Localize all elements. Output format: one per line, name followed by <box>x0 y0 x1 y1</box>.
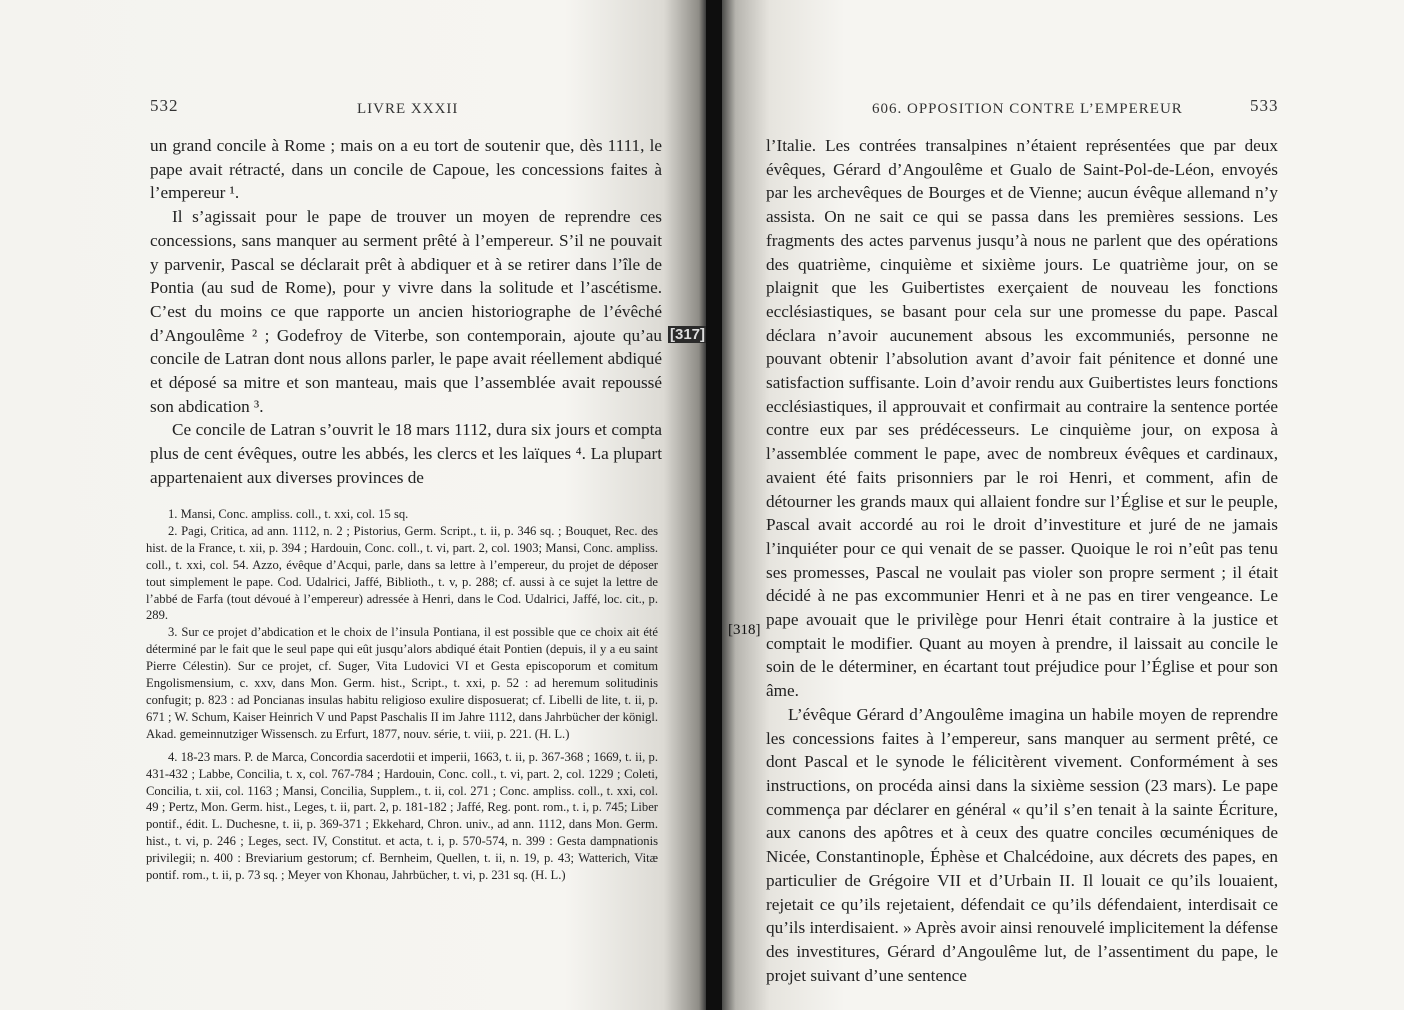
footnotes <box>146 506 658 884</box>
footnote: 3. Sur ce projet d’abdication et le choix de l’insula Pontiana, il est possible que ce choix ait été déterminé par le fait que le seul pape qui eût jusqu’alors abdiqué était Pontien (depuis, il y a eu saint Pierre Célestin). Sur ce projet, cf. Suger, Vita Ludovici VI et Gesta episcoporum et comitum Engolismensium, c. xxv, dans Mon. Germ. hist., Script., t. xxi, p. 52 : ad heremum solitudinis confugit; p. 823 : ad Poncianas insulas habitu religioso exulire disposuerat; cf. Libelli de lite, t. ii, p. 671 ; W. Schum, Kaiser Heinrich V und Papst Paschalis II im Jahre 1112, dans Jahrbücher der königl. Akad. gemeinnutziger Wissensch. zu Erfurt, 1877, nouv. série, t. viii, p. 221. (H. L.) <box>146 625 658 741</box>
margin-reference: [317] <box>670 326 706 343</box>
footnote: 4. 18-23 mars. P. de Marca, Concordia sacerdotii et imperii, 1663, t. ii, p. 367-368 ; 1669, t. ii, p. 431-432 ; Labbe, Concilia, t. x, col. 767-784 ; Hardouin, Conc. coll., t. vi, part. 2, col. 1229 ; Coleti, Concilia, t. xii, col. 1163 ; Mansi, Concilia, Supplem., t. ii, col. 271 ; Conc. ampliss. coll., t. xxi, col. 49 ; Pertz, Mon. Germ. hist., Leges, t. ii, part. 2, p. 181-182 ; Jaffé, Reg. pont. rom., t. i, p. 745; Liber pontif., édit. L. Duchesne, t. ii, p. 369-371 ; Ekkehard, Chron. univ., ad ann. 1112, dans Mon. Germ. hist., t. vi, p. 246 ; Leges, sect. IV, Constitut. et acta, t. i, p. 570-574, n. 399 : Gesta dampnationis privilegii; n. 400 : Breviarium gestorum; cf. Bernheim, Quellen, t. ii, n. 19, p. 43; Watterich, Vitæ pontif. rom., t. ii, p. 73 sq. ; Meyer von Khonau, Jahrbücher, t. vi, p. 231 sq. (H. L.) <box>146 749 658 883</box>
running-head: 606. OPPOSITION CONTRE L’EMPEREUR <box>872 101 1183 117</box>
main-text <box>766 134 1278 987</box>
right-page <box>722 0 1404 1010</box>
page-number: 532 <box>150 96 179 115</box>
footnote: 2. Pagi, Critica, ad ann. 1112, n. 2 ; Pistorius, Germ. Script., t. ii, p. 346 sq. ; Bouquet, Rec. des hist. de la France, t. xii, p. 394 ; Hardouin, Conc. coll., t. vi, part. 2, col. 1903; Mansi, Conc. ampliss. coll., t. xxi, col. 54. Azzo, évêque d’Acqui, parle, dans sa lettre à l’empereur, du projet de déposer tout simplement le pape. Cod. Udalrici, Jaffé, Biblioth., t. v, p. 288; cf. aussi à ce sujet la lettre de l’abbé de Farfa (tout dévoué à l’empereur) adressée à Henri, dans le Cod. Udalrici, Jaffé, loc. cit., p. 289. <box>146 523 658 623</box>
footnote: 1. Mansi, Conc. ampliss. coll., t. xxi, col. 15 sq. <box>168 507 409 521</box>
paragraph: Ce concile de Latran s’ouvrit le 18 mars 1112, dura six jours et compta plus de cent évêques, outre les abbés, les clercs et les laïques ⁴. La plupart appartenaient aux diverses provinces de <box>150 420 662 487</box>
paragraph: Il s’agissait pour le pape de trouver un moyen de reprendre ces concessions, sans manquer au serment prêté à l’empereur. S’il ne pouvait y parvenir, Pascal se déclarait prêt à abdiquer et à se retirer dans l’île de Pontia (au sud de Rome), pour y vivre dans la solitude et l’ascétisme. C’est du moins ce que rapporte un ancien historiographe de l’évêché d’Angoulême ² ; Godefroy de Viterbe, son contemporain, ajoute qu’au concile de Latran dont nous allons parler, le pape avait réellement abdiqué et déposé sa mitre et son manteau, mais que l’assemblée avait repoussé son abdication ³. <box>150 207 662 416</box>
paragraph: L’évêque Gérard d’Angoulême imagina un habile moyen de reprendre les concessions faites à l’empereur, sans manquer au serment prêté, ce dont Pascal et le synode le félicitèrent vivement. Conformément à ses instructions, on procéda ainsi dans la sixième session (23 mars). Le pape commença par déclarer en général « qu’il s’en tenait à la sainte Écriture, aux canons des apôtres et à ceux des quatre conciles œcuméniques de Nicée, Constantinople, Éphèse et Chalcédoine, aux décrets des papes, en particulier de Grégoire VII et d’Urbain II. Il louait ce qu’ils louaient, rejetait ce qu’ils rejetaient, défendait ce qu’ils défendaient, interdisait ce qu’ils interdisaient. » Après avoir ainsi renouvelé implicitement la défense des investitures, Gérard d’Angoulême lut, de l’assentiment du pape, le projet suivant d’une sentence <box>766 704 1278 985</box>
running-head: LIVRE XXXII <box>357 101 459 117</box>
margin-reference: [318] <box>728 622 761 638</box>
main-text <box>150 134 662 490</box>
gutter <box>706 0 722 1010</box>
paragraph: un grand concile à Rome ; mais on a eu tort de soutenir que, dès 1111, le pape avait rétracté, dans un concile de Capoue, les concessions faites à l’empereur ¹. <box>150 136 662 203</box>
paragraph: l’Italie. Les contrées transalpines n’étaient représentées que par deux évêques, Gérard d’Angoulême et Gualo de Saint-Pol-de-Léon, envoyés par les archevêques de Bourges et de Vienne; aucun évêque allemand n’y assista. On ne sait ce qui se passa dans les premières sessions. Les fragments des actes parvenus jusqu’à nous ne parlent que des opérations des quatrième, cinquième et sixième jours. Le quatrième jour, on se plaignit que les Guibertistes exerçaient de nouveau les fonctions ecclésiastiques, se basant pour cela sur une promesse du pape. Pascal déclara n’avoir aucunement absous les excommuniés, personne ne pouvant obtenir l’absolution avant d’avoir fait pénitence et donné une satisfaction suffisante. Loin d’avoir rendu aux Guibertistes leurs fonctions ecclésiastiques, il approuvait et confirmait au contraire la sentence portée contre eux par ses prédécesseurs. Le cinquième jour, on exposa à l’assemblée comment le pape, avec de nombreux évêques et cardinaux, avaient été faits prisonniers par le roi Henri, et comment, afin de détourner les grands maux qui allaient fondre sur l’Église et sur le peuple, Pascal avait accordé au roi le droit d’investiture et juré de ne jamais l’inquiéter pour ce qui venait de se passer. Quoique le roi n’eût pas tenu ses promesses, Pascal ne voulait pas violer son propre serment ; il était décidé à ne pas excommunier Henri et à ne pas en tirer vengeance. Le pape avouait que le privilège pour Henri était contraire à la justice et comptait le modifier. Quant au moyen à prendre, il laissait au concile le soin de le déterminer, en écartant tout préjudice pour l’Église et pour son âme. <box>766 136 1278 701</box>
page-number: 533 <box>1250 96 1279 115</box>
